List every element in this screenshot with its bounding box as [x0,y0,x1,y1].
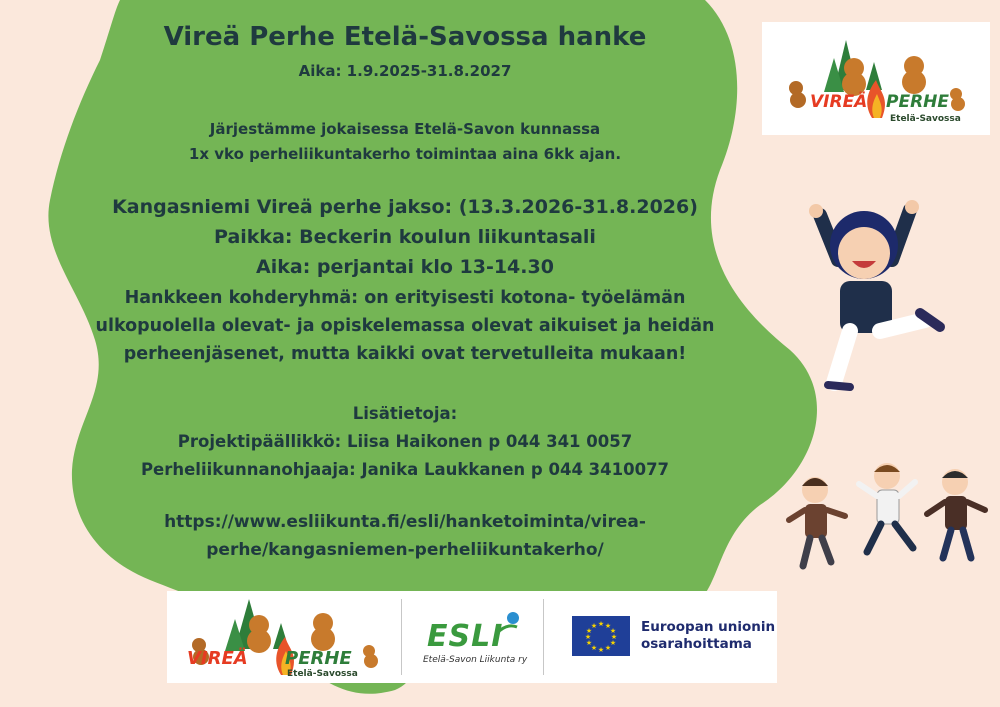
footer-logo-region: Etelä-Savossa [287,669,358,679]
contact-project-manager: Projektipäällikkö: Liisa Haikonen p 044 341 0057 [177,432,633,451]
footer-logo-word-virea: VIREÄ [187,648,248,669]
dancing-kids-illustration [785,458,990,573]
footer-logo-bar [167,591,777,683]
eu-line: Euroopan unionin [641,619,776,635]
svg-text:★: ★ [584,633,592,641]
url-line[interactable]: perhe/kangasniemen-perheliikuntakerho/ [206,540,604,560]
eu-line: osarahoittama [641,636,752,652]
intro-line: Järjestämme jokaisessa Etelä-Savon kunnassa [209,120,601,138]
virea-perhe-logo-card [762,22,990,135]
intro-line: 1x vko perheliikuntakerho toimintaa aina 6kk ajan. [188,145,622,163]
contact-info [40,400,770,484]
esli-logo: ESLI [427,619,504,654]
svg-text:★: ★ [604,622,612,630]
esli-swoosh-icon [495,609,523,637]
jumping-boy-illustration [800,195,955,395]
target-line: Hankkeen kohderyhmä: on erityisesti kotona- työelämän [124,288,686,308]
eu-funding-text [641,619,775,653]
footer-logo-word-perhe: PERHE [285,648,352,669]
period-text: Kangasniemi Vireä perhe jakso: (13.3.2026-31.8.2026) [112,196,698,218]
svg-text:★: ★ [609,639,617,647]
url-line[interactable]: https://www.esliikunta.fi/esli/hanketoiminta/virea- [164,512,646,532]
svg-text:★: ★ [585,639,593,647]
session-details [40,192,770,282]
esli-tagline: Etelä-Savon Liikunta ry [423,655,528,665]
contact-instructor: Perheliikunnanohjaaja: Janika Laukkanen p 044 3410077 [140,460,670,479]
svg-text:★: ★ [597,646,605,654]
svg-text:★: ★ [590,622,598,630]
svg-text:★: ★ [590,644,598,652]
divider [543,599,544,675]
target-group-text [40,284,770,368]
svg-text:★: ★ [609,627,617,635]
time-text: Aika: perjantai klo 13-14.30 [256,256,554,278]
target-line: perheenjäsenet, mutta kaikki ovat tervetulleita mukaan! [123,344,687,364]
svg-text:★: ★ [597,620,605,628]
logo-word-virea: VIREÄ [810,92,868,112]
divider [401,599,402,675]
target-line: ulkopuolella olevat- ja opiskelemassa olevat aikuiset ja heidän [95,316,715,336]
eu-flag-icon [572,616,630,656]
poster-title: Vireä Perhe Etelä-Savossa hanke [163,22,647,52]
place-text: Paikka: Beckerin koulun liikuntasali [214,226,596,248]
svg-text:★: ★ [610,633,618,641]
logo-word-perhe: PERHE [886,92,950,112]
logo-region: Etelä-Savossa [890,114,961,124]
intro-text [40,117,770,167]
svg-text:★: ★ [585,627,593,635]
info-heading: Lisätietoja: [352,404,458,423]
svg-text:★: ★ [604,644,612,652]
project-dates: Aika: 1.9.2025-31.8.2027 [298,62,512,80]
project-url[interactable] [40,508,770,564]
